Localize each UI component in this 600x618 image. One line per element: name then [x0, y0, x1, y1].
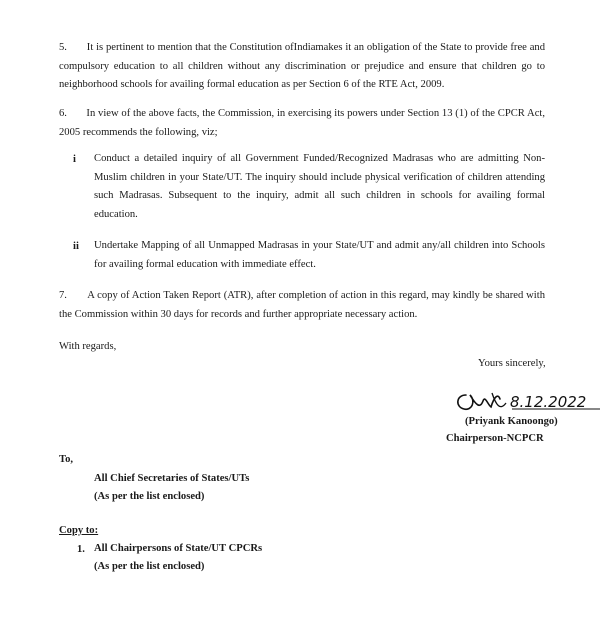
yours-sincerely: Yours sincerely,: [478, 358, 546, 369]
recipient-note: (As per the list enclosed): [94, 491, 205, 502]
copy-item-number: 1.: [77, 544, 85, 555]
copy-recipient-note: (As per the list enclosed): [94, 561, 205, 572]
recommendation-item: Undertake Mapping of all Unmapped Madrasas in your State/UT and admit any/all children into Schools for availing formal education with immediate effect.: [94, 240, 545, 270]
signatory-name: (Priyank Kanoongo): [465, 416, 558, 427]
recommendation-item: Conduct a detailed inquiry of all Government Funded/Recognized Madrasas who are admitting Non-Muslim children in your State/UT. The inquiry should include physical verification of children attending such Madrasas. Subsequent to the inquiry, admit all such children in schools for availing formal education.: [94, 153, 545, 220]
copy-to-label: Copy to:: [59, 525, 99, 536]
signatory-designation: Chairperson-NCPCR: [446, 433, 544, 444]
paragraph-7: 7. A copy of Action Taken Report (ATR), after completion of action in this regard, may kindly be shared with the Commission within 30 days for records and further appropriate necessary action.: [59, 290, 545, 320]
item-number: i: [73, 154, 76, 165]
item-number: ii: [73, 241, 79, 252]
paragraph-5: 5. It is pertinent to mention that the Constitution ofIndiamakes it an obligation of the State to provide free and compulsory education to all children without any discrimination or prejudice and ensure that children go to neighborhood schools for availing formal education as per Section 6 of the RTE Act, 2009.: [59, 42, 545, 90]
recipient: All Chief Secretaries of States/UTs: [94, 473, 250, 484]
signature-date: 8.12.2022: [510, 393, 587, 411]
copy-recipient: All Chairpersons of State/UT CPCRs: [94, 543, 263, 554]
to-label: To,: [59, 454, 74, 465]
regards-text: With regards,: [59, 341, 117, 352]
paragraph-6: 6. In view of the above facts, the Commission, in exercising its powers under Section 13 (1) of the CPCR Act, 2005 recommends the following, viz;: [59, 108, 545, 138]
